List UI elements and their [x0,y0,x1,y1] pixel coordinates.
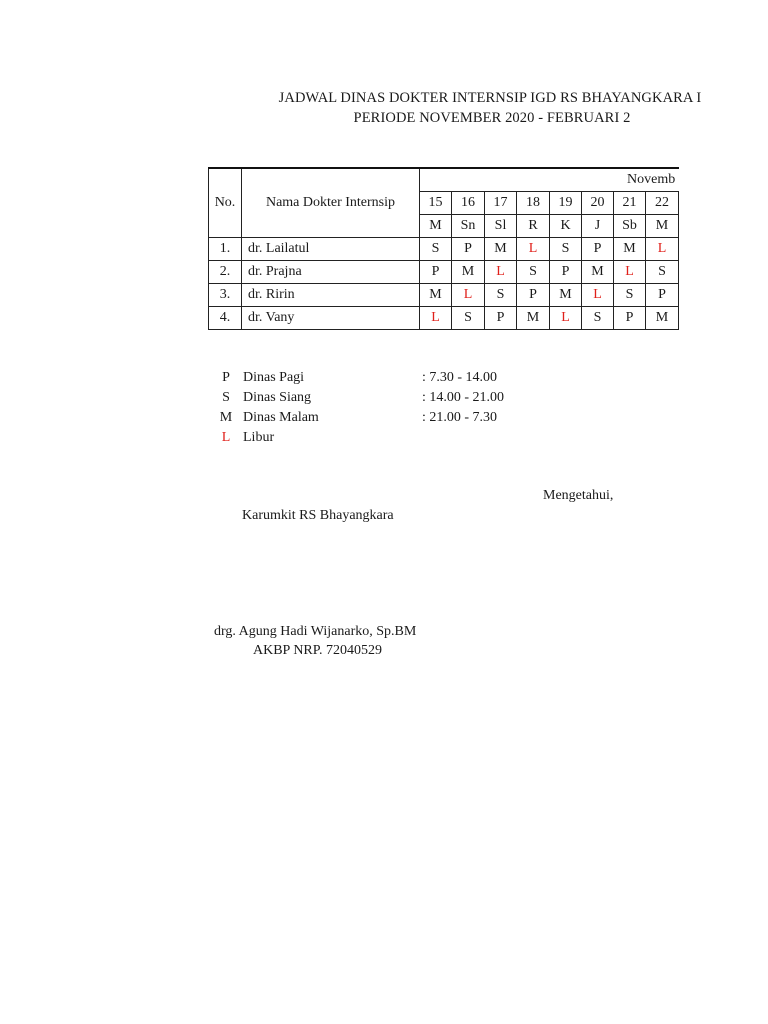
shift-cell: L [614,261,646,284]
legend-description: Dinas Malam [243,410,319,425]
date-cell: 19 [550,192,582,215]
doctor-row [209,284,679,307]
shift-cell: M [485,238,517,261]
day-cell: M [420,215,452,238]
shift-cell: P [452,238,485,261]
shift-cell: L [517,238,550,261]
row-number: 1. [209,238,242,261]
signer-name: drg. Agung Hadi Wijanarko, Sp.BM [214,624,417,639]
schedule-table [208,167,679,330]
date-cell: 21 [614,192,646,215]
doctor-row [209,238,679,261]
legend-code: S [222,390,230,405]
shift-cell: M [582,261,614,284]
shift-cell: M [452,261,485,284]
legend-time: : 14.00 - 21.00 [422,390,505,405]
signer-rank: AKBP NRP. 72040529 [253,643,383,658]
shift-cell: P [550,261,582,284]
day-cell: Sb [614,215,646,238]
legend-code: P [222,370,230,385]
date-cell: 15 [420,192,452,215]
legend-code: M [219,410,233,425]
shift-cell: L [452,284,485,307]
day-cell: J [582,215,614,238]
header-no: No. [209,168,242,238]
shift-cell: P [614,307,646,330]
shift-cell: S [452,307,485,330]
day-cell: K [550,215,582,238]
legend-description: Libur [243,430,275,445]
shift-cell: L [582,284,614,307]
shift-cell: M [420,284,452,307]
legend-code: L [221,430,231,445]
date-cell: 18 [517,192,550,215]
doctor-name: dr. Prajna [242,261,420,284]
shift-cell: S [582,307,614,330]
shift-cell: M [614,238,646,261]
shift-cell: L [550,307,582,330]
legend-time: : 21.00 - 7.30 [422,410,498,425]
shift-cell: M [646,307,679,330]
doctor-name: dr. Vany [242,307,420,330]
document-period: PERIODE NOVEMBER 2020 - FEBRUARI 2 [353,110,631,126]
shift-cell: S [517,261,550,284]
day-cell: R [517,215,550,238]
shift-cell: P [582,238,614,261]
legend-time: : 7.30 - 14.00 [422,370,498,385]
shift-cell: P [420,261,452,284]
shift-cell: S [485,284,517,307]
legend-description: Dinas Pagi [243,370,305,385]
acknowledged-label: Mengetahui, [543,488,614,503]
row-number: 2. [209,261,242,284]
day-cell: M [646,215,679,238]
row-number: 3. [209,284,242,307]
shift-cell: L [485,261,517,284]
shift-cell: M [517,307,550,330]
date-cell: 22 [646,192,679,215]
shift-cell: M [550,284,582,307]
doctor-row [209,261,679,284]
date-cell: 20 [582,192,614,215]
shift-cell: S [646,261,679,284]
shift-cell: L [646,238,679,261]
shift-cell: S [550,238,582,261]
day-cell: Sn [452,215,485,238]
shift-cell: P [646,284,679,307]
doctor-row [209,307,679,330]
shift-cell: P [485,307,517,330]
month-header-row [209,168,679,192]
row-number: 4. [209,307,242,330]
legend-description: Dinas Siang [243,390,312,405]
day-cell: Sl [485,215,517,238]
document-title: JADWAL DINAS DOKTER INTERNSIP IGD RS BHAYANGKARA I [278,90,702,106]
shift-cell: S [614,284,646,307]
doctor-name: dr. Lailatul [242,238,420,261]
shift-cell: L [420,307,452,330]
header-name: Nama Dokter Internsip [242,168,420,238]
month-label: Novemb [420,168,679,192]
date-cell: 16 [452,192,485,215]
doctor-name: dr. Ririn [242,284,420,307]
date-cell: 17 [485,192,517,215]
shift-cell: S [420,238,452,261]
shift-cell: P [517,284,550,307]
signer-position: Karumkit RS Bhayangkara [242,508,394,523]
